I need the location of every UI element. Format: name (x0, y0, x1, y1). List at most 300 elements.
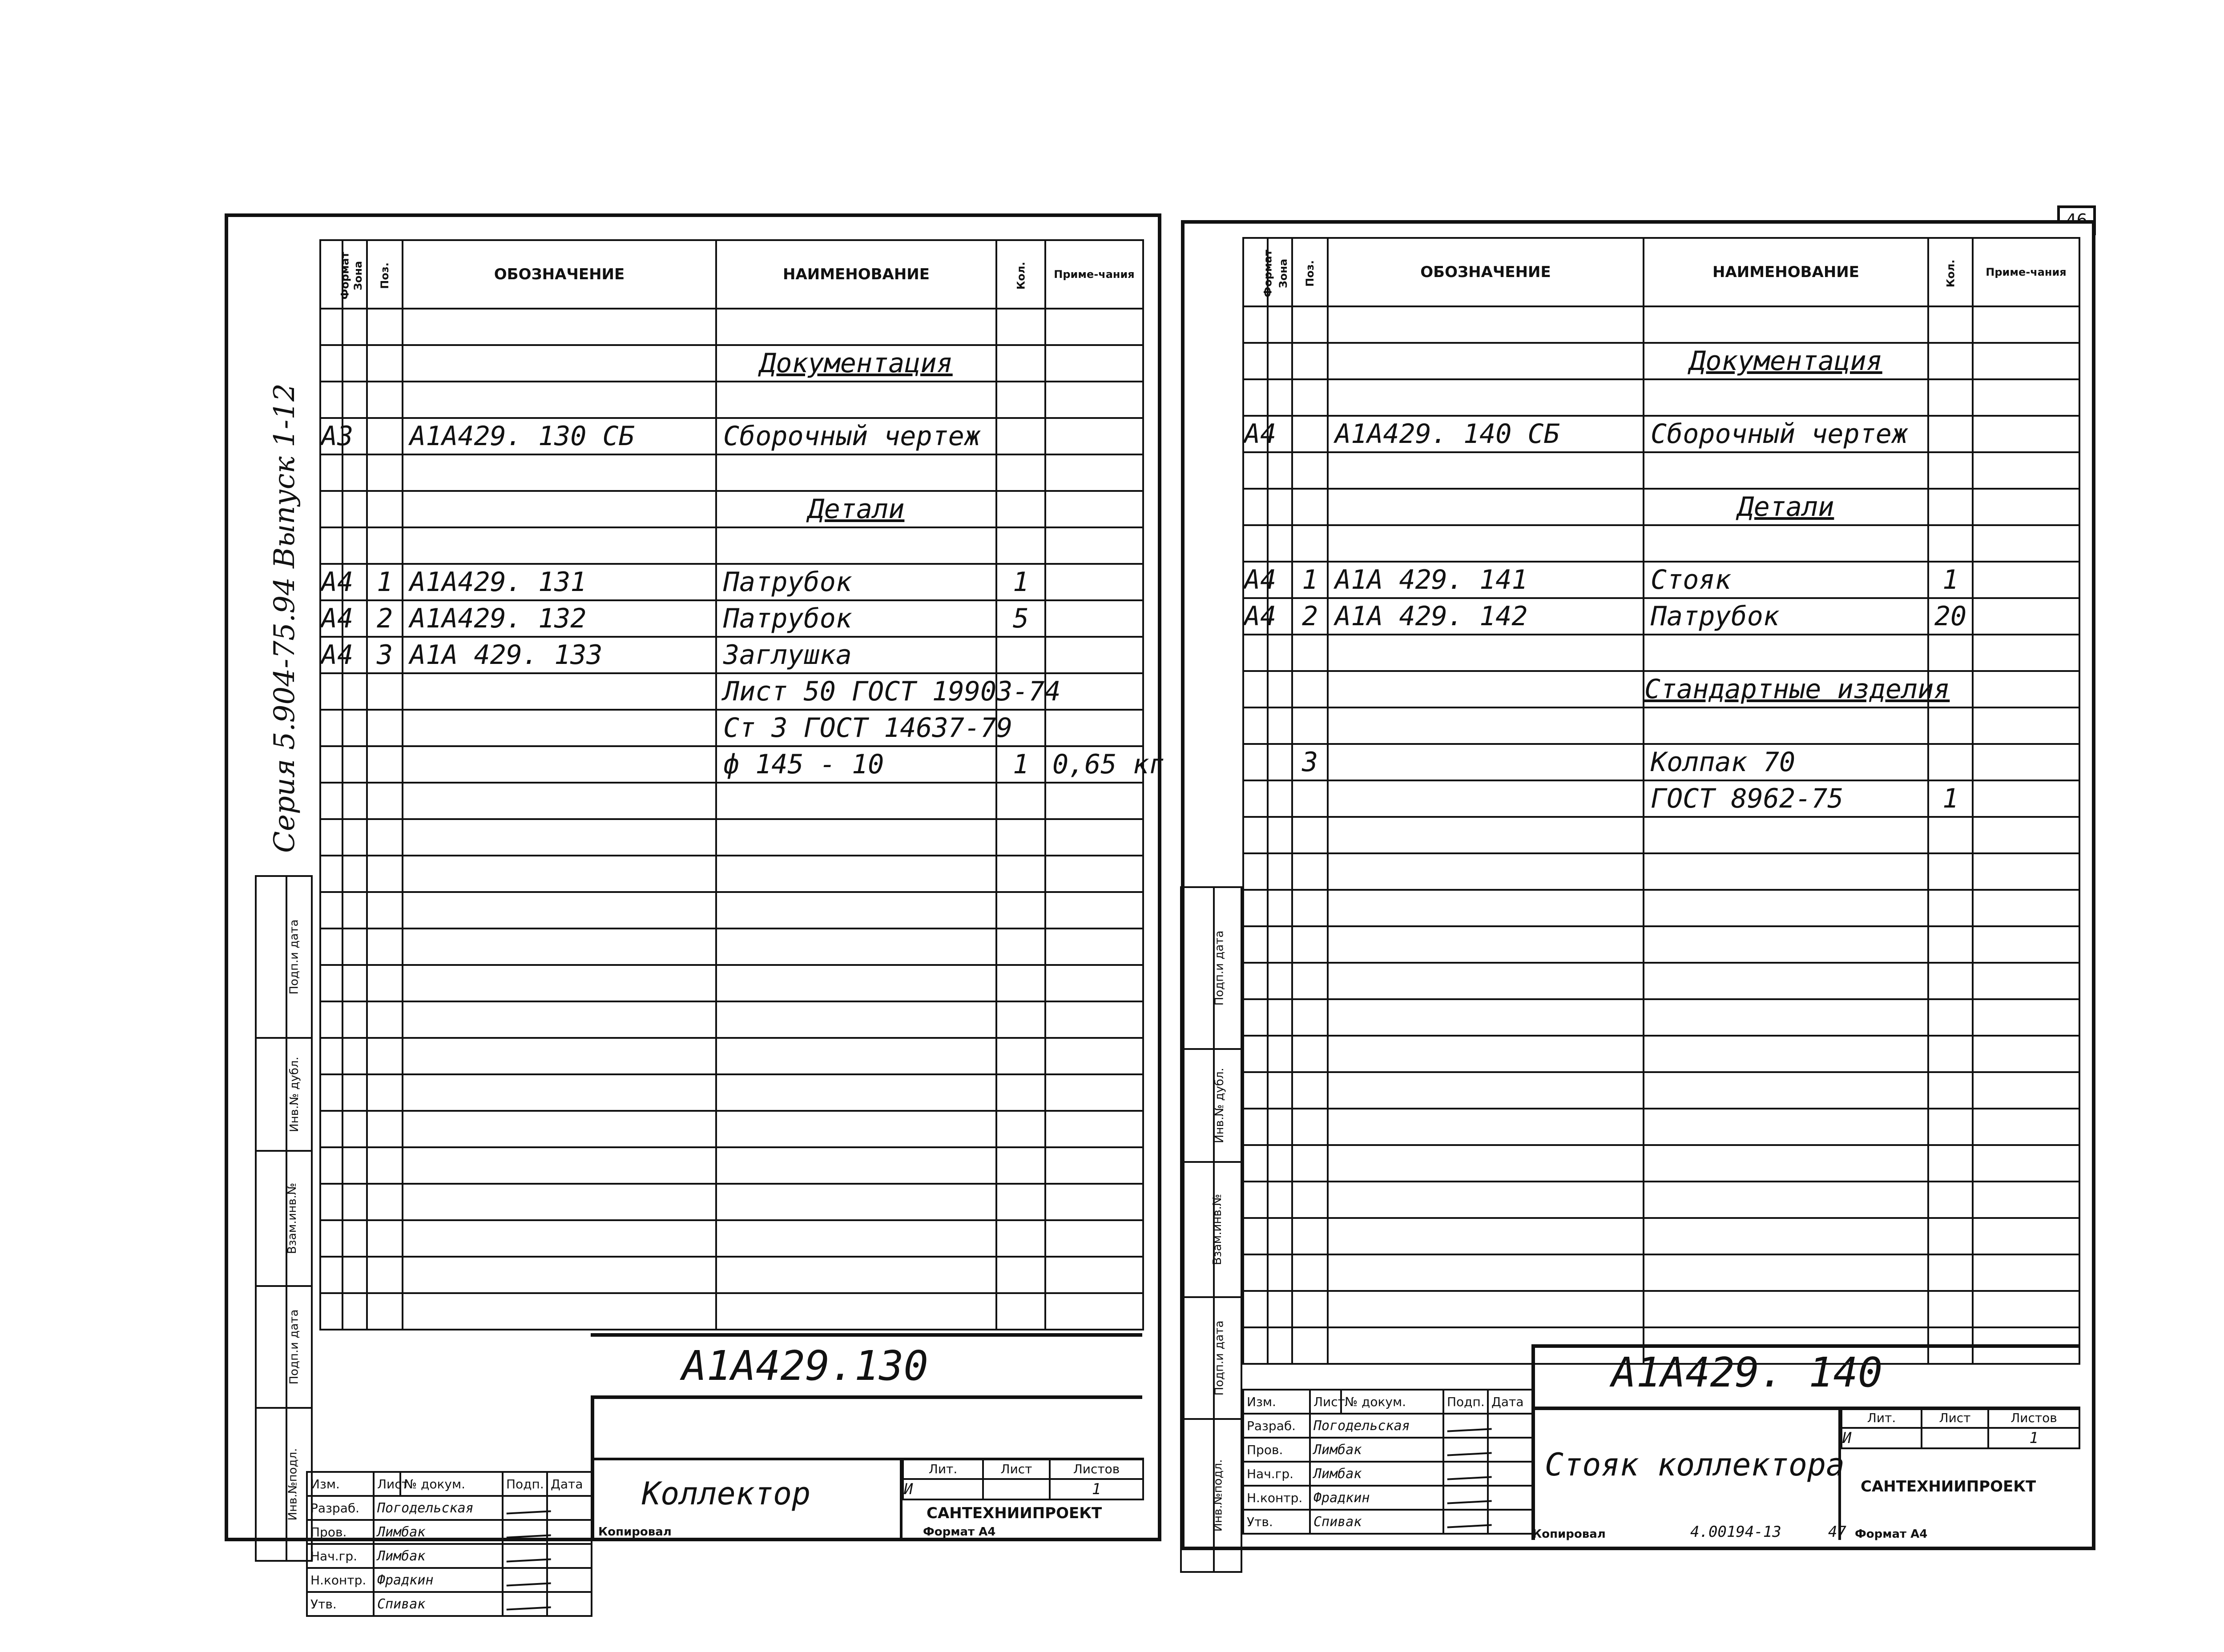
spec-cell-pos (367, 856, 403, 892)
spec-row (1243, 1254, 2079, 1291)
spec-cell-format (320, 892, 342, 928)
tb-col-izm: Изм. (307, 1472, 374, 1496)
spec-cell-designation (1328, 671, 1644, 707)
spec-cell-note (1973, 999, 2079, 1036)
spec-cell-name (1644, 707, 1928, 744)
spec-cell-qty (1928, 343, 1973, 379)
left-spec-table (319, 239, 1165, 1330)
side-cell-sign-date-2: Подп.и дата (256, 1286, 286, 1408)
spec-cell-designation (403, 1038, 716, 1074)
spec-cell-note (1045, 856, 1143, 892)
left-org-name: САНТЕХНИИПРОЕКТ (927, 1504, 1102, 1522)
spec-cell-format (320, 928, 342, 965)
tb-signature (1443, 1486, 1488, 1510)
left-sheet (225, 213, 1165, 1612)
spec-cell-pos (1292, 306, 1328, 343)
spec-row (320, 928, 1143, 965)
spec-cell-pos (367, 418, 403, 454)
spec-cell-name (1644, 926, 1928, 963)
col-header-name: НАИМЕНОВАНИЕ (1644, 238, 1928, 306)
spec-row (320, 527, 1143, 564)
tb-person: Спивак (1310, 1510, 1443, 1534)
spec-cell-name (716, 819, 996, 856)
spec-cell-zone (1268, 707, 1292, 744)
spec-cell-designation (1328, 306, 1644, 343)
spec-cell-qty (996, 1293, 1045, 1330)
spec-cell-qty (996, 309, 1045, 345)
col-header-designation: ОБОЗНАЧЕНИЕ (403, 240, 716, 309)
spec-header-row (320, 240, 1143, 309)
spec-cell-qty (996, 819, 1045, 856)
spec-cell-designation (403, 1293, 716, 1330)
spec-cell-pos (1292, 379, 1328, 416)
spec-cell-note (1973, 1182, 2079, 1218)
spec-cell-format (320, 382, 342, 418)
spec-cell-pos (1292, 489, 1328, 525)
col-header-designation: ОБОЗНАЧЕНИЕ (1328, 238, 1644, 306)
spec-cell-designation (1328, 890, 1644, 926)
spec-cell-name (716, 1220, 996, 1257)
spec-cell-pos (1292, 1036, 1328, 1072)
spec-cell-pos (1292, 343, 1328, 379)
spec-cell-pos: 1 (1292, 562, 1328, 598)
spec-cell-format (1243, 999, 1268, 1036)
spec-row (320, 1293, 1143, 1330)
spec-cell-name: Сборочный чертеж (1644, 416, 1928, 452)
spec-cell-name: ф 145 - 10 (716, 746, 996, 783)
tb-sheets-value: 1 (1988, 1428, 2079, 1448)
spec-cell-qty (1928, 926, 1973, 963)
spec-cell-designation (1328, 1036, 1644, 1072)
spec-cell-note (1973, 853, 2079, 890)
spec-cell-name (1644, 1291, 1928, 1327)
spec-row (320, 1184, 1143, 1220)
spec-cell-pos (1292, 452, 1328, 489)
spec-cell-zone (342, 1074, 367, 1111)
spec-cell-note (1045, 1147, 1143, 1184)
spec-cell-note (1973, 817, 2079, 853)
spec-cell-note (1045, 600, 1143, 637)
spec-cell-format (320, 527, 342, 564)
spec-cell-qty (996, 382, 1045, 418)
spec-cell-qty (996, 345, 1045, 382)
spec-row (1243, 1109, 2079, 1145)
spec-cell-designation (1328, 452, 1644, 489)
right-side-stamp (1180, 886, 1242, 1573)
spec-cell-zone (342, 1293, 367, 1330)
right-footer-copied: Копировал (1532, 1527, 1606, 1541)
spec-cell-name (716, 527, 996, 564)
tb-lit-value: И (903, 1479, 983, 1499)
spec-cell-designation (1328, 853, 1644, 890)
spec-cell-name: Сборочный чертеж (716, 418, 996, 454)
spec-cell-zone (1268, 744, 1292, 780)
spec-cell-qty (1928, 890, 1973, 926)
spec-cell-format (320, 1038, 342, 1074)
spec-row (1243, 489, 2079, 525)
spec-cell-name (1644, 1036, 1928, 1072)
spec-cell-pos (1292, 707, 1328, 744)
spec-cell-name: Патрубок (716, 600, 996, 637)
spec-cell-name (1644, 379, 1928, 416)
spec-row (320, 965, 1143, 1001)
spec-cell-zone (1268, 890, 1292, 926)
spec-cell-pos (1292, 1327, 1328, 1364)
spec-cell-name: Документация (716, 345, 996, 382)
spec-cell-name: Колпак 70 (1644, 744, 1928, 780)
spec-cell-format (1243, 817, 1268, 853)
spec-cell-zone (342, 1111, 367, 1147)
spec-cell-pos (367, 454, 403, 491)
spec-cell-note (1045, 309, 1143, 345)
spec-cell-zone (1268, 1182, 1292, 1218)
spec-row (320, 710, 1143, 746)
spec-cell-qty (996, 527, 1045, 564)
spec-cell-name (716, 1001, 996, 1038)
tb-sheets-label: Листов (1988, 1407, 2079, 1428)
spec-row (320, 746, 1143, 783)
side-cell-sign-date-2: Подп.и дата (1181, 1297, 1214, 1419)
spec-row (1243, 963, 2079, 999)
spec-cell-designation (1328, 1254, 1644, 1291)
tb-signature (1443, 1414, 1488, 1438)
spec-cell-qty (1928, 489, 1973, 525)
spec-cell-name (716, 928, 996, 965)
spec-cell-format (320, 491, 342, 527)
spec-cell-designation (403, 1001, 716, 1038)
right-doc-name: Стояк коллектора (1545, 1447, 1845, 1483)
spec-cell-zone (342, 382, 367, 418)
right-designation: А1А429. 140 (1612, 1349, 1883, 1396)
spec-cell-name (716, 454, 996, 491)
spec-cell-name (1644, 817, 1928, 853)
spec-row (1243, 1145, 2079, 1182)
spec-cell-note (1045, 564, 1143, 600)
spec-row (1243, 306, 2079, 343)
left-lit-table (902, 1458, 1144, 1500)
tb-person: Фрадкин (374, 1568, 503, 1592)
col-header-note: Приме-чания (1973, 238, 2079, 306)
left-footer-copied: Копировал (598, 1525, 672, 1539)
tb-sheets-value: 1 (1050, 1479, 1143, 1499)
spec-cell-qty (996, 637, 1045, 673)
spec-cell-qty: 20 (1928, 598, 1973, 635)
col-header-zone: Зона (1268, 238, 1292, 306)
spec-cell-format (1243, 853, 1268, 890)
spec-cell-pos (1292, 780, 1328, 817)
spec-cell-designation (1328, 343, 1644, 379)
spec-cell-pos (367, 1257, 403, 1293)
spec-cell-name (716, 1257, 996, 1293)
spec-row (320, 454, 1143, 491)
spec-cell-designation (403, 1220, 716, 1257)
spec-row (1243, 853, 2079, 890)
tb-col-doc: № докум. (1341, 1390, 1443, 1414)
spec-row (320, 1074, 1143, 1111)
left-designation: А1А429.130 (682, 1342, 928, 1390)
spec-cell-note (1045, 1220, 1143, 1257)
spec-cell-zone (342, 1220, 367, 1257)
spec-cell-designation (1328, 635, 1644, 671)
spec-cell-qty (1928, 817, 1973, 853)
spec-cell-zone (1268, 343, 1292, 379)
spec-cell-pos (367, 1001, 403, 1038)
spec-cell-designation (403, 673, 716, 710)
right-signature-table (1242, 1389, 1533, 1535)
tb-role: Н.контр. (1243, 1486, 1310, 1510)
spec-cell-format (320, 454, 342, 491)
spec-cell-format (320, 1257, 342, 1293)
tb-lit-label: Лит. (1841, 1407, 1922, 1428)
tb-lit-label: Лит. (903, 1459, 983, 1479)
spec-cell-zone (342, 1184, 367, 1220)
spec-cell-pos (367, 1147, 403, 1184)
tb-signature (1443, 1462, 1488, 1486)
spec-cell-note (1045, 892, 1143, 928)
spec-cell-pos (367, 1184, 403, 1220)
spec-cell-qty (1928, 525, 1973, 562)
spec-cell-zone (1268, 963, 1292, 999)
spec-cell-zone (1268, 379, 1292, 416)
spec-row (1243, 562, 2079, 598)
spec-row (1243, 1072, 2079, 1109)
side-cell-orig-inv: Инв.№подл. (1181, 1419, 1214, 1572)
spec-cell-format (1243, 780, 1268, 817)
spec-cell-name: Лист 50 ГОСТ 19903-74 (716, 673, 996, 710)
spec-cell-zone (342, 856, 367, 892)
spec-cell-format: А4 (1243, 416, 1268, 452)
spec-cell-designation (403, 345, 716, 382)
spec-cell-pos (1292, 963, 1328, 999)
spec-row (320, 892, 1143, 928)
spec-cell-format (1243, 1072, 1268, 1109)
spec-cell-qty (1928, 963, 1973, 999)
spec-cell-name (1644, 1254, 1928, 1291)
spec-row (1243, 926, 2079, 963)
tb-person: Лимбак (1310, 1438, 1443, 1462)
spec-cell-format (320, 1074, 342, 1111)
spec-row (320, 783, 1143, 819)
spec-row (320, 345, 1143, 382)
spec-cell-qty: 1 (1928, 562, 1973, 598)
spec-cell-designation (403, 1111, 716, 1147)
spec-cell-zone (342, 783, 367, 819)
col-header-qty: Кол. (996, 240, 1045, 309)
spec-cell-name (1644, 1145, 1928, 1182)
right-org-name: САНТЕХНИИПРОЕКТ (1861, 1478, 2036, 1495)
spec-cell-note (1973, 416, 2079, 452)
spec-row (320, 1001, 1143, 1038)
spec-cell-zone (342, 965, 367, 1001)
spec-cell-qty (1928, 853, 1973, 890)
tb-person: Спивак (374, 1592, 503, 1616)
spec-cell-designation: А1А 429. 142 (1328, 598, 1644, 635)
spec-row (1243, 1036, 2079, 1072)
spec-cell-qty (1928, 999, 1973, 1036)
spec-cell-name (716, 1147, 996, 1184)
tb-role: Утв. (307, 1592, 374, 1616)
col-header-zone: Зона (342, 240, 367, 309)
spec-cell-name (1644, 999, 1928, 1036)
tb-role: Пров. (1243, 1438, 1310, 1462)
spec-cell-designation (403, 892, 716, 928)
spec-cell-name (1644, 1218, 1928, 1254)
spec-cell-qty (1928, 1182, 1973, 1218)
spec-row (320, 491, 1143, 527)
col-header-format: Формат (1243, 238, 1268, 306)
side-cell-replace-inv: Взам.инв.№ (256, 1151, 286, 1286)
spec-cell-pos (1292, 999, 1328, 1036)
spec-cell-format (1243, 343, 1268, 379)
spec-cell-name (1644, 1109, 1928, 1145)
spec-cell-qty (1928, 416, 1973, 452)
spec-cell-name (1644, 452, 1928, 489)
spec-cell-zone (1268, 853, 1292, 890)
spec-cell-format (1243, 635, 1268, 671)
tb-col-date: Дата (1488, 1390, 1532, 1414)
spec-row (1243, 1218, 2079, 1254)
spec-cell-designation (403, 1184, 716, 1220)
spec-cell-name: Стандартные изделия (1644, 671, 1928, 707)
spec-cell-qty (996, 1111, 1045, 1147)
spec-cell-pos (1292, 671, 1328, 707)
spec-cell-designation (1328, 817, 1644, 853)
spec-cell-qty (996, 491, 1045, 527)
spec-cell-designation: А1А 429. 141 (1328, 562, 1644, 598)
side-cell-dup-inv: Инв.№ дубл. (256, 1038, 286, 1151)
spec-cell-qty (1928, 1072, 1973, 1109)
spec-cell-designation (1328, 489, 1644, 525)
spec-cell-designation: А1А429. 131 (403, 564, 716, 600)
col-header-pos: Поз. (367, 240, 403, 309)
spec-cell-name: Ст 3 ГОСТ 14637-79 (716, 710, 996, 746)
spec-row (320, 309, 1143, 345)
spec-cell-note (1045, 527, 1143, 564)
right-footer-format: Формат А4 (1855, 1527, 1928, 1541)
spec-cell-format (1243, 744, 1268, 780)
spec-row (1243, 525, 2079, 562)
spec-cell-format (1243, 1291, 1268, 1327)
spec-cell-qty (996, 454, 1045, 491)
spec-cell-pos (1292, 853, 1328, 890)
tb-signature (503, 1568, 547, 1592)
spec-cell-name (1644, 1072, 1928, 1109)
spec-cell-designation (403, 783, 716, 819)
spec-cell-pos (1292, 525, 1328, 562)
spec-cell-name: Детали (1644, 489, 1928, 525)
spec-row (320, 1257, 1143, 1293)
spec-cell-note (1045, 637, 1143, 673)
spec-cell-zone (342, 345, 367, 382)
col-header-pos: Поз. (1292, 238, 1328, 306)
col-header-qty: Кол. (1928, 238, 1973, 306)
spec-cell-qty (1928, 1109, 1973, 1145)
spec-cell-name (1644, 890, 1928, 926)
spec-cell-qty (996, 892, 1045, 928)
spec-cell-pos (367, 819, 403, 856)
spec-row (1243, 416, 2079, 452)
spec-cell-name (1644, 635, 1928, 671)
spec-cell-name (716, 1184, 996, 1220)
spec-cell-note (1045, 1257, 1143, 1293)
spec-row (1243, 379, 2079, 416)
spec-row (1243, 890, 2079, 926)
spec-cell-format: А4 (320, 637, 342, 673)
spec-cell-format: А3 (320, 418, 342, 454)
spec-row (320, 856, 1143, 892)
tb-col-doc: № докум. (400, 1472, 503, 1496)
spec-cell-name: Детали (716, 491, 996, 527)
spec-cell-note (1045, 1293, 1143, 1330)
spec-cell-pos (367, 892, 403, 928)
spec-cell-note (1973, 598, 2079, 635)
spec-cell-qty (1928, 744, 1973, 780)
spec-row (1243, 343, 2079, 379)
spec-cell-qty (996, 1184, 1045, 1220)
spec-cell-zone (342, 710, 367, 746)
spec-cell-designation (403, 1074, 716, 1111)
spec-row (320, 819, 1143, 856)
spec-cell-note (1045, 928, 1143, 965)
spec-cell-zone (1268, 999, 1292, 1036)
tb-role: Разраб. (307, 1496, 374, 1520)
spec-cell-zone (342, 1147, 367, 1184)
spec-cell-zone (1268, 1327, 1292, 1364)
spec-cell-name: Документация (1644, 343, 1928, 379)
spec-cell-format (1243, 1145, 1268, 1182)
spec-cell-name (716, 309, 996, 345)
right-footer-number: 4.00194-13 (1690, 1523, 1781, 1541)
spec-cell-designation (1328, 744, 1644, 780)
spec-cell-qty: 1 (996, 746, 1045, 783)
spec-cell-pos (367, 382, 403, 418)
spec-cell-zone (342, 1038, 367, 1074)
spec-cell-zone (342, 491, 367, 527)
spec-cell-designation (1328, 1182, 1644, 1218)
spec-cell-zone (342, 1257, 367, 1293)
tb-col-list: Лист (1310, 1390, 1341, 1414)
spec-cell-name (716, 1038, 996, 1074)
series-margin-note: Серия 5.904-75.94 Выпуск 1-12 (268, 383, 301, 853)
spec-cell-format (1243, 707, 1268, 744)
spec-cell-note (1045, 1111, 1143, 1147)
spec-cell-pos (367, 1293, 403, 1330)
spec-cell-note (1045, 345, 1143, 382)
tb-signature (1443, 1510, 1488, 1534)
spec-cell-name: ГОСТ 8962-75 (1644, 780, 1928, 817)
spec-cell-qty: 1 (996, 564, 1045, 600)
tb-person: Погодельская (374, 1496, 503, 1520)
spec-cell-format (1243, 452, 1268, 489)
spec-cell-pos (367, 1038, 403, 1074)
spec-cell-note (1973, 1036, 2079, 1072)
tb-signature (503, 1544, 547, 1568)
spec-cell-designation (403, 309, 716, 345)
spec-cell-designation: А1А429. 130 СБ (403, 418, 716, 454)
spec-cell-format (320, 1147, 342, 1184)
spec-cell-note (1973, 452, 2079, 489)
spec-cell-format: А4 (320, 564, 342, 600)
spec-cell-zone (342, 673, 367, 710)
tb-person: Фрадкин (1310, 1486, 1443, 1510)
spec-cell-note: 0,65 кг (1045, 746, 1143, 783)
spec-cell-pos (1292, 416, 1328, 452)
spec-cell-note (1045, 819, 1143, 856)
spec-cell-format (320, 1184, 342, 1220)
spec-cell-qty (996, 965, 1045, 1001)
spec-cell-pos (367, 491, 403, 527)
right-footer-sheet: 47 (1828, 1523, 1846, 1541)
